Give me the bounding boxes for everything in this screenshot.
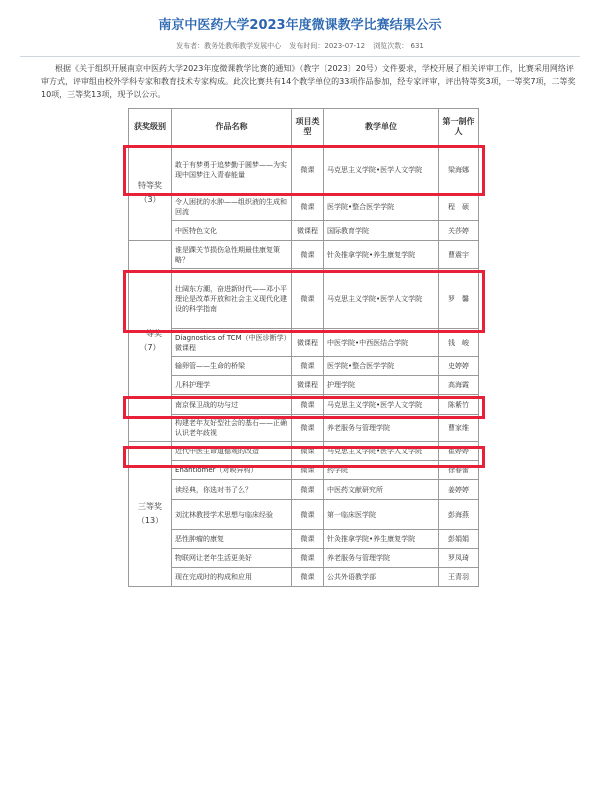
work-unit: 马克思主义学院•医学人文学院 (324, 395, 439, 415)
award-label: 一等奖 (138, 329, 162, 338)
table-row (129, 530, 479, 549)
table-row (129, 480, 479, 500)
work-unit: 中医学院•中西医结合学院 (324, 329, 439, 357)
work-name: 恶性肿瘤的康复 (172, 530, 292, 549)
work-type: 微课程 (292, 221, 324, 241)
title-divider (20, 56, 580, 57)
header-author: 第一制作人 (439, 109, 479, 146)
work-unit: 中医药文献研究所 (324, 480, 439, 500)
page-title: 南京中医药大学2023年度微课教学比赛结果公示 (158, 18, 442, 33)
work-unit: 国际教育学院 (324, 221, 439, 241)
table-row (129, 329, 479, 357)
work-type: 微课 (292, 442, 324, 461)
work-author: 彭娟娟 (439, 530, 479, 549)
work-author: 姜婷婷 (439, 480, 479, 500)
work-type: 微课 (292, 549, 324, 568)
work-type: 微课 (292, 480, 324, 500)
work-type: 微课 (292, 530, 324, 549)
publisher-text: 发布者：教务处教师教学发展中心 (176, 42, 282, 50)
work-type: 微课 (292, 357, 324, 376)
table-row (129, 500, 479, 530)
table-row (129, 376, 479, 395)
work-name: 敢于有梦勇于追梦勤于圆梦——为实现中国梦注入青春能量 (172, 146, 292, 194)
header-level: 获奖级别 (129, 109, 172, 146)
award-count: （7） (139, 343, 161, 352)
table-header-row (129, 109, 479, 146)
award-count: （3） (139, 195, 161, 204)
table-row (129, 549, 479, 568)
publish-date: 发布时间：2023-07-12 (289, 42, 366, 50)
work-type: 微课 (292, 461, 324, 480)
work-author: 史婷婷 (439, 357, 479, 376)
work-name: 中医特色文化 (172, 221, 292, 241)
work-unit: 公共外语教学部 (324, 568, 439, 587)
award-level-special (129, 146, 172, 241)
work-type: 微课程 (292, 329, 324, 357)
award-label: 特等奖 (138, 181, 162, 190)
work-name: 儿科护理学 (172, 376, 292, 395)
work-name: 输卵管——生命的桥梁 (172, 357, 292, 376)
table-row (129, 194, 479, 221)
work-name: 令人困扰的水肿——组织液的生成和回流 (172, 194, 292, 221)
work-author: 崔婷婷 (439, 442, 479, 461)
work-type: 微课 (292, 241, 324, 269)
header-type: 项目类型 (292, 109, 324, 146)
table-row (129, 395, 479, 415)
view-count: 浏览次数： 631 (373, 42, 424, 50)
work-unit: 养老服务与管理学院 (324, 415, 439, 442)
work-name: 南京保卫战的功与过 (172, 395, 292, 415)
work-unit: 护理学院 (324, 376, 439, 395)
table-row (129, 568, 479, 587)
work-type: 微课 (292, 269, 324, 329)
work-author: 陈紫竹 (439, 395, 479, 415)
awards-table (128, 108, 479, 587)
work-author: 徐春蕾 (439, 461, 479, 480)
work-author: 罗凤琦 (439, 549, 479, 568)
work-unit: 药学院 (324, 461, 439, 480)
award-level-third (129, 442, 172, 587)
work-unit: 医学院•整合医学学院 (324, 194, 439, 221)
work-type: 微课 (292, 146, 324, 194)
award-count: （13） (136, 516, 164, 525)
work-author: 罗 馨 (439, 269, 479, 329)
work-unit: 养老服务与管理学院 (324, 549, 439, 568)
table-row (129, 461, 479, 480)
work-name: 壮阔东方潮，奋进新时代——邓小平理论是改革开放和社会主义现代化建设的科学指南 (172, 269, 292, 329)
work-author: 曹家维 (439, 415, 479, 442)
work-author: 高海霞 (439, 376, 479, 395)
table-row (129, 357, 479, 376)
work-name: 物联网让老年生活更美好 (172, 549, 292, 568)
work-author: 程 硕 (439, 194, 479, 221)
header-unit: 教学单位 (324, 109, 439, 146)
table-row (129, 415, 479, 442)
work-unit: 医学院•整合医学学院 (324, 357, 439, 376)
table-row (129, 146, 479, 194)
work-unit: 马克思主义学院•医学人文学院 (324, 146, 439, 194)
work-author: 曹震宇 (439, 241, 479, 269)
work-author: 关莎婷 (439, 221, 479, 241)
work-unit: 针灸推拿学院•养生康复学院 (324, 530, 439, 549)
work-type: 微课程 (292, 376, 324, 395)
work-author: 王青羽 (439, 568, 479, 587)
work-type: 微课 (292, 500, 324, 530)
award-level-first (129, 241, 172, 442)
work-unit: 针灸推拿学院•养生康复学院 (324, 241, 439, 269)
table-row (129, 442, 479, 461)
work-name: 构建老年友好型社会的基石——正确认识老年歧视 (172, 415, 292, 442)
header-name: 作品名称 (172, 109, 292, 146)
work-type: 微课 (292, 194, 324, 221)
award-label: 三等奖 (138, 502, 162, 511)
work-type: 微课 (292, 415, 324, 442)
article-meta (0, 41, 600, 51)
work-name: 刘沈林教授学术思想与临床经验 (172, 500, 292, 530)
work-type: 微课 (292, 395, 324, 415)
work-author: 钱 峻 (439, 329, 479, 357)
work-unit: 马克思主义学院•医学人文学院 (324, 269, 439, 329)
work-unit: 第一临床医学院 (324, 500, 439, 530)
work-author: 彭海燕 (439, 500, 479, 530)
table-row (129, 241, 479, 269)
work-name: 近代中医生命道德观的改造 (172, 442, 292, 461)
table-row (129, 269, 479, 329)
work-author: 梁海娜 (439, 146, 479, 194)
work-name: 现在完成时的构成和应用 (172, 568, 292, 587)
work-unit: 马克思主义学院•医学人文学院 (324, 442, 439, 461)
work-type: 微课 (292, 568, 324, 587)
table-row (129, 221, 479, 241)
work-name: Diagnostics of TCM（中医诊断学）微课程 (172, 329, 292, 357)
work-name: 读经典，你选对书了么？ (172, 480, 292, 500)
work-name: Enantiomer（对映异构） (172, 461, 292, 480)
intro-paragraph: 根据《关于组织开展南京中医药大学2023年度微课教学比赛的通知》（教字〔2023〕20号）文件要求，学校开展了相关评审工作，比赛采用网络评审方式，评审组由校外学科专家和教育技术专家构成。此次比赛共有14个教学单位的33项作品参加，经专家评审，评出特等奖3项，一等奖7项，二等奖10项，三等奖13项，现予以公示。 (41, 64, 576, 99)
work-name: 谁是踝关节损伤急性期最佳康复策略？ (172, 241, 292, 269)
